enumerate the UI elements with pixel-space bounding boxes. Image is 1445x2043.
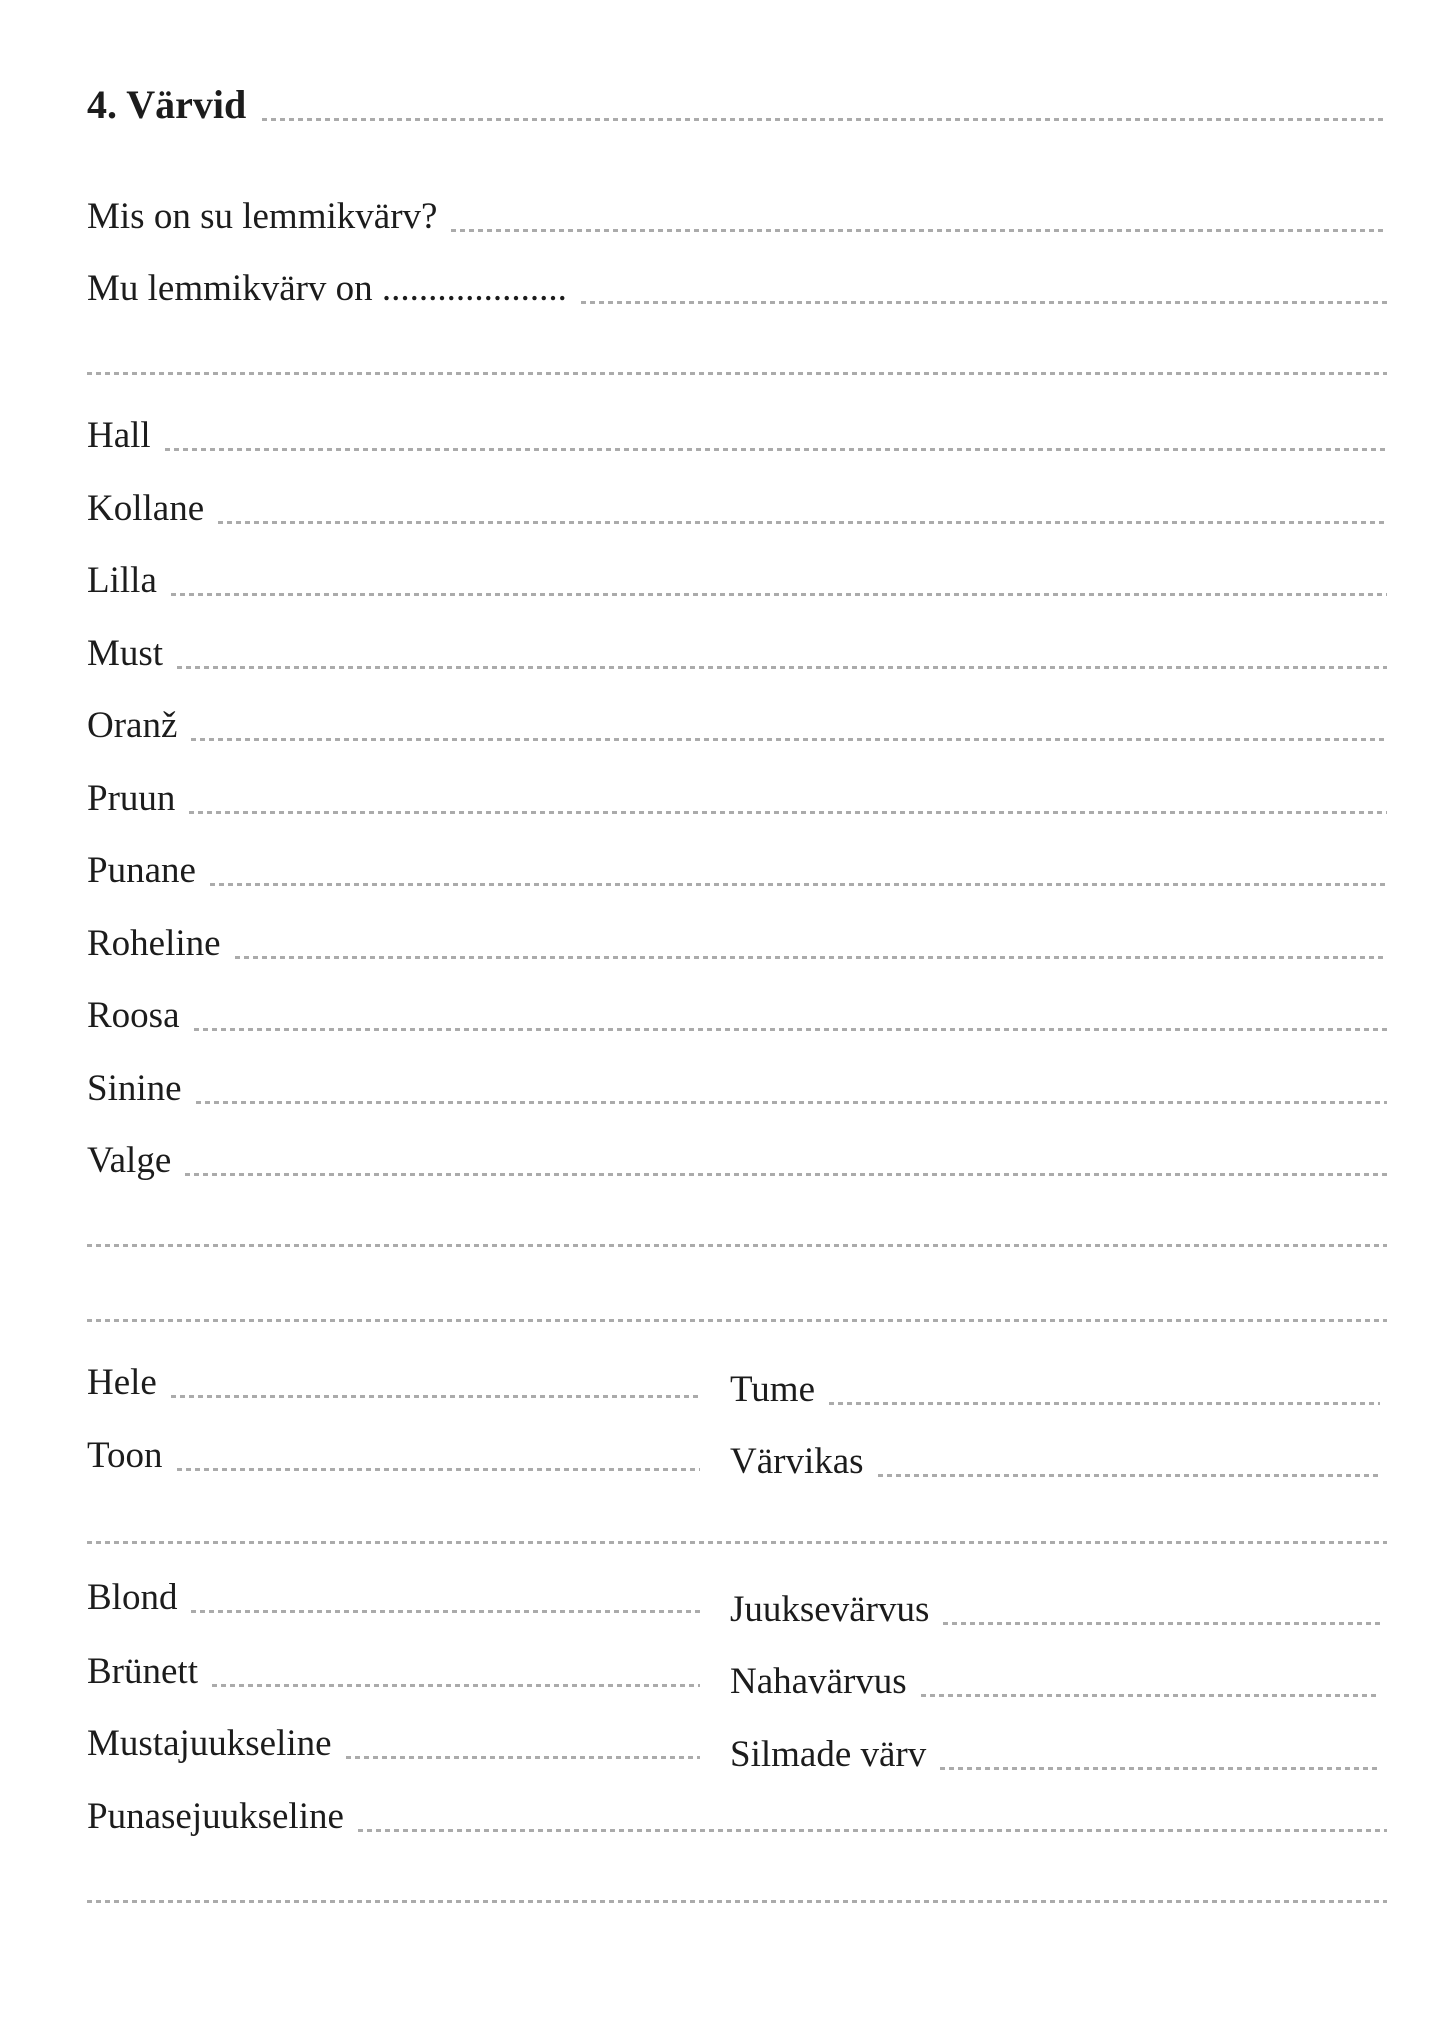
vocab-word: Brünett	[87, 1651, 198, 1692]
answer-line[interactable]	[185, 1173, 1387, 1176]
answer-line[interactable]	[191, 1610, 700, 1613]
vocab-word: Hall	[87, 415, 151, 456]
answer-line[interactable]	[235, 956, 1387, 959]
vocab-word: Punane	[87, 850, 196, 891]
section-header-row	[87, 84, 1387, 125]
vocab-row	[87, 1142, 1387, 1179]
vocab-row	[87, 925, 1387, 962]
vocab-row	[730, 1591, 1380, 1628]
vocab-word: Tume	[730, 1369, 816, 1410]
vocab-word: Lilla	[87, 560, 157, 601]
answer-line[interactable]	[194, 1028, 1388, 1031]
vocab-word: Toon	[87, 1435, 163, 1476]
extra-writing-line	[87, 1319, 1387, 1322]
vocab-word: Punasejuukseline	[87, 1796, 344, 1837]
vocab-word: Pruun	[87, 778, 176, 819]
answer-line[interactable]	[358, 1829, 1387, 1832]
vocab-row	[87, 1653, 700, 1690]
vocab-row	[87, 1725, 700, 1762]
vocab-word: Valge	[87, 1140, 172, 1181]
answer-line[interactable]	[171, 1395, 700, 1398]
answer-line[interactable]	[171, 593, 1387, 596]
vocab-word: Hele	[87, 1362, 157, 1403]
answer-line[interactable]	[451, 229, 1387, 232]
answer-line[interactable]	[165, 448, 1387, 451]
section-divider-line	[87, 372, 1387, 375]
vocab-row	[87, 997, 1387, 1034]
vocab-word: Sinine	[87, 1068, 182, 1109]
answer-line[interactable]	[581, 301, 1387, 304]
question-row	[87, 198, 1387, 235]
answer-line[interactable]	[189, 811, 1387, 814]
answer-line[interactable]	[943, 1622, 1380, 1625]
vocab-word: Oranž	[87, 705, 178, 746]
answer-line[interactable]	[196, 1101, 1387, 1104]
vocab-word: Silmade värv	[730, 1734, 927, 1775]
vocab-word: Must	[87, 633, 164, 674]
vocab-word: Kollane	[87, 488, 205, 529]
vocab-word: Mustajuukseline	[87, 1723, 332, 1764]
vocab-word: Roheline	[87, 923, 221, 964]
vocab-row	[87, 635, 1387, 672]
vocab-row	[87, 780, 1387, 817]
vocab-row	[730, 1371, 1380, 1408]
vocab-row	[730, 1736, 1380, 1773]
vocab-row	[730, 1443, 1380, 1480]
answer-line[interactable]	[346, 1756, 700, 1759]
answer-line[interactable]	[191, 738, 1387, 741]
vocab-row	[87, 707, 1387, 744]
vocab-word: Juuksevärvus	[730, 1589, 930, 1630]
title-rule-line	[262, 118, 1387, 121]
answer-line[interactable]	[212, 1684, 700, 1687]
vocab-row	[87, 417, 1387, 454]
answer-line[interactable]	[177, 1468, 700, 1471]
answer-line[interactable]	[218, 521, 1387, 524]
vocab-row	[87, 1798, 1387, 1835]
answer-line[interactable]	[210, 883, 1387, 886]
answer-line[interactable]	[921, 1694, 1380, 1697]
answer-line[interactable]	[829, 1402, 1380, 1405]
section-divider-line	[87, 1900, 1387, 1903]
answer-stem-label: Mu lemmikvärv on ....................	[87, 268, 567, 309]
section-divider-line	[87, 1541, 1387, 1544]
vocab-row	[87, 852, 1387, 889]
vocab-row	[87, 490, 1387, 527]
vocab-row	[87, 1579, 700, 1616]
page-title: 4. Värvid	[87, 82, 247, 127]
extra-writing-line	[87, 1244, 1387, 1247]
vocab-word: Värvikas	[730, 1441, 864, 1482]
vocab-row	[730, 1663, 1380, 1700]
answer-line[interactable]	[878, 1474, 1380, 1477]
vocab-row	[87, 562, 1387, 599]
vocab-row	[87, 1070, 1387, 1107]
answer-line[interactable]	[177, 666, 1387, 669]
vocab-row	[87, 1437, 700, 1474]
vocab-row	[87, 1364, 700, 1401]
question-label: Mis on su lemmikvärv?	[87, 196, 438, 237]
vocab-word: Roosa	[87, 995, 180, 1036]
answer-line[interactable]	[940, 1767, 1380, 1770]
vocab-word: Blond	[87, 1577, 178, 1618]
vocab-word: Nahavärvus	[730, 1661, 907, 1702]
answer-stem-row	[87, 270, 1387, 307]
